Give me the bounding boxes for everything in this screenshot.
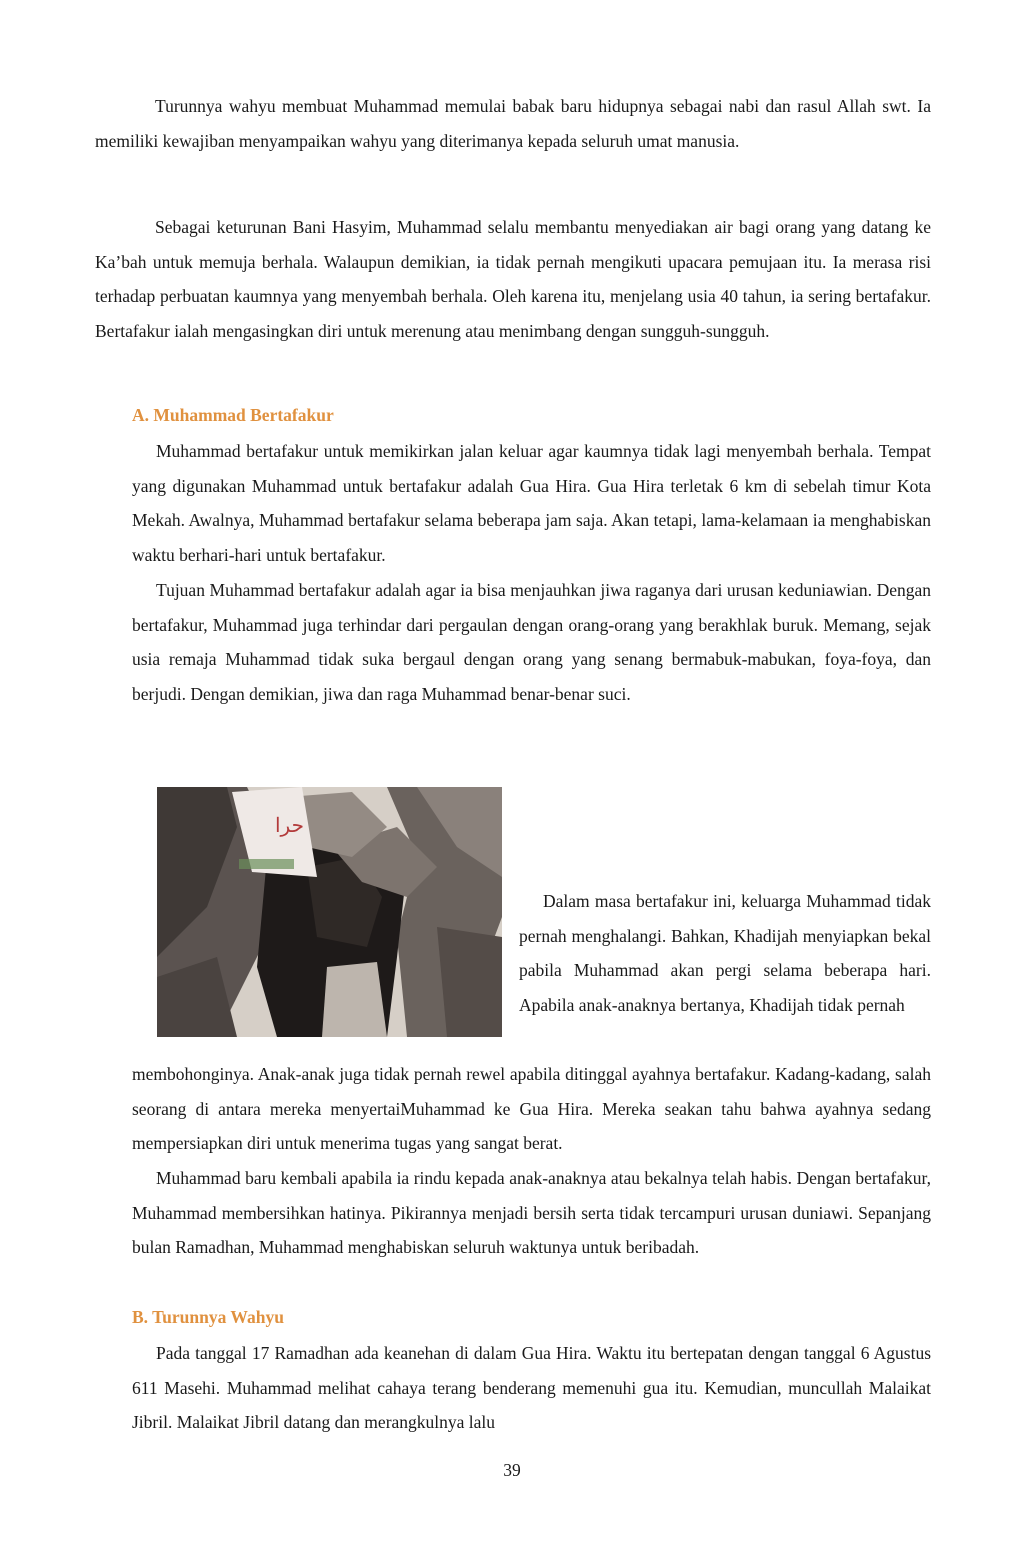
page-number: 39	[503, 1460, 521, 1480]
section-a-paragraph-4: Muhammad baru kembali apabila ia rindu kepada anak-anaknya atau bekalnya telah habis. Dengan bertafakur, Muhammad membersihkan hatinya. Pikirannya menjadi bersih serta tidak tercampuri urusan duniawi. Sepanjang bulan Ramadhan, Muhammad menghabiskan seluruh waktunya untuk beribadah.	[132, 1168, 931, 1257]
section-a-heading: A. Muhammad Bertafakur	[132, 405, 334, 425]
intro-paragraph-2: Sebagai keturunan Bani Hasyim, Muhammad selalu membantu menyediakan air bagi orang yang datang ke Ka’bah untuk memuja berhala. Walaupun demikian, ia tidak pernah mengikuti upacara pemujaan itu. Ia merasa risi terhadap perbuatan kaumnya yang menyembah berhala. Oleh karena itu, menjelang usia 40 tahun, ia sering bertafakur. Bertafakur ialah mengasingkan diri untuk merenung atau menimbang dengan sungguh-sungguh.	[95, 217, 931, 341]
section-a-paragraph-3-continued: membohonginya. Anak-anak juga tidak pernah rewel apabila ditinggal ayahnya bertafakur. Kadang-kadang, salah seorang di antara mereka menyertaiMuhammad ke Gua Hira. Mereka seakan tahu bahwa ayahnya sedang mempersiapkan diri untuk menerima tugas yang sangat berat.	[132, 1064, 931, 1153]
section-a-side-text: Dalam masa bertafakur ini, keluarga Muhammad tidak pernah menghalangi. Bahkan, Khadijah menyiapkan bekal pabila Muhammad akan pergi selama beberapa hari. Apabila anak-anaknya bertanya, Khadijah tidak pernah	[519, 891, 931, 1015]
svg-text:حرا: حرا	[275, 813, 304, 837]
section-a-paragraph-1: Muhammad bertafakur untuk memikirkan jalan keluar agar kaumnya tidak lagi menyembah berhala. Tempat yang digunakan Muhammad untuk bertafakur adalah Gua Hira. Gua Hira terletak 6 km di sebelah timur Kota Mekah. Awalnya, Muhammad bertafakur selama beberapa jam saja. Akan tetapi, lama-kelamaan ia menghabiskan waktu berhari-hari untuk bertafakur.	[132, 441, 931, 565]
section-b-paragraph-1: Pada tanggal 17 Ramadhan ada keanehan di dalam Gua Hira. Waktu itu bertepatan dengan tanggal 6 Agustus 611 Masehi. Muhammad melihat cahaya terang benderang memenuhi gua itu. Kemudian, muncullah Malaikat Jibril. Malaikat Jibril datang dan merangkulnya lalu	[132, 1343, 931, 1432]
section-a-paragraph-2: Tujuan Muhammad bertafakur adalah agar ia bisa menjauhkan jiwa raganya dari urusan keduniawian. Dengan bertafakur, Muhammad juga terhindar dari pergaulan dengan orang-orang yang berakhlak buruk. Memang, sejak usia remaja Muhammad tidak suka bergaul dengan orang yang senang bermabuk-mabukan, foya-foya, dan berjudi. Dengan demikian, jiwa dan raga Muhammad benar-benar suci.	[132, 580, 931, 704]
gua-hira-photo	[157, 787, 502, 1037]
intro-paragraph-1: Turunnya wahyu membuat Muhammad memulai babak baru hidupnya sebagai nabi dan rasul Allah swt. Ia memiliki kewajiban menyampaikan wahyu yang diterimanya kepada seluruh umat manusia.	[95, 96, 931, 151]
section-b-heading: B. Turunnya Wahyu	[132, 1307, 284, 1327]
